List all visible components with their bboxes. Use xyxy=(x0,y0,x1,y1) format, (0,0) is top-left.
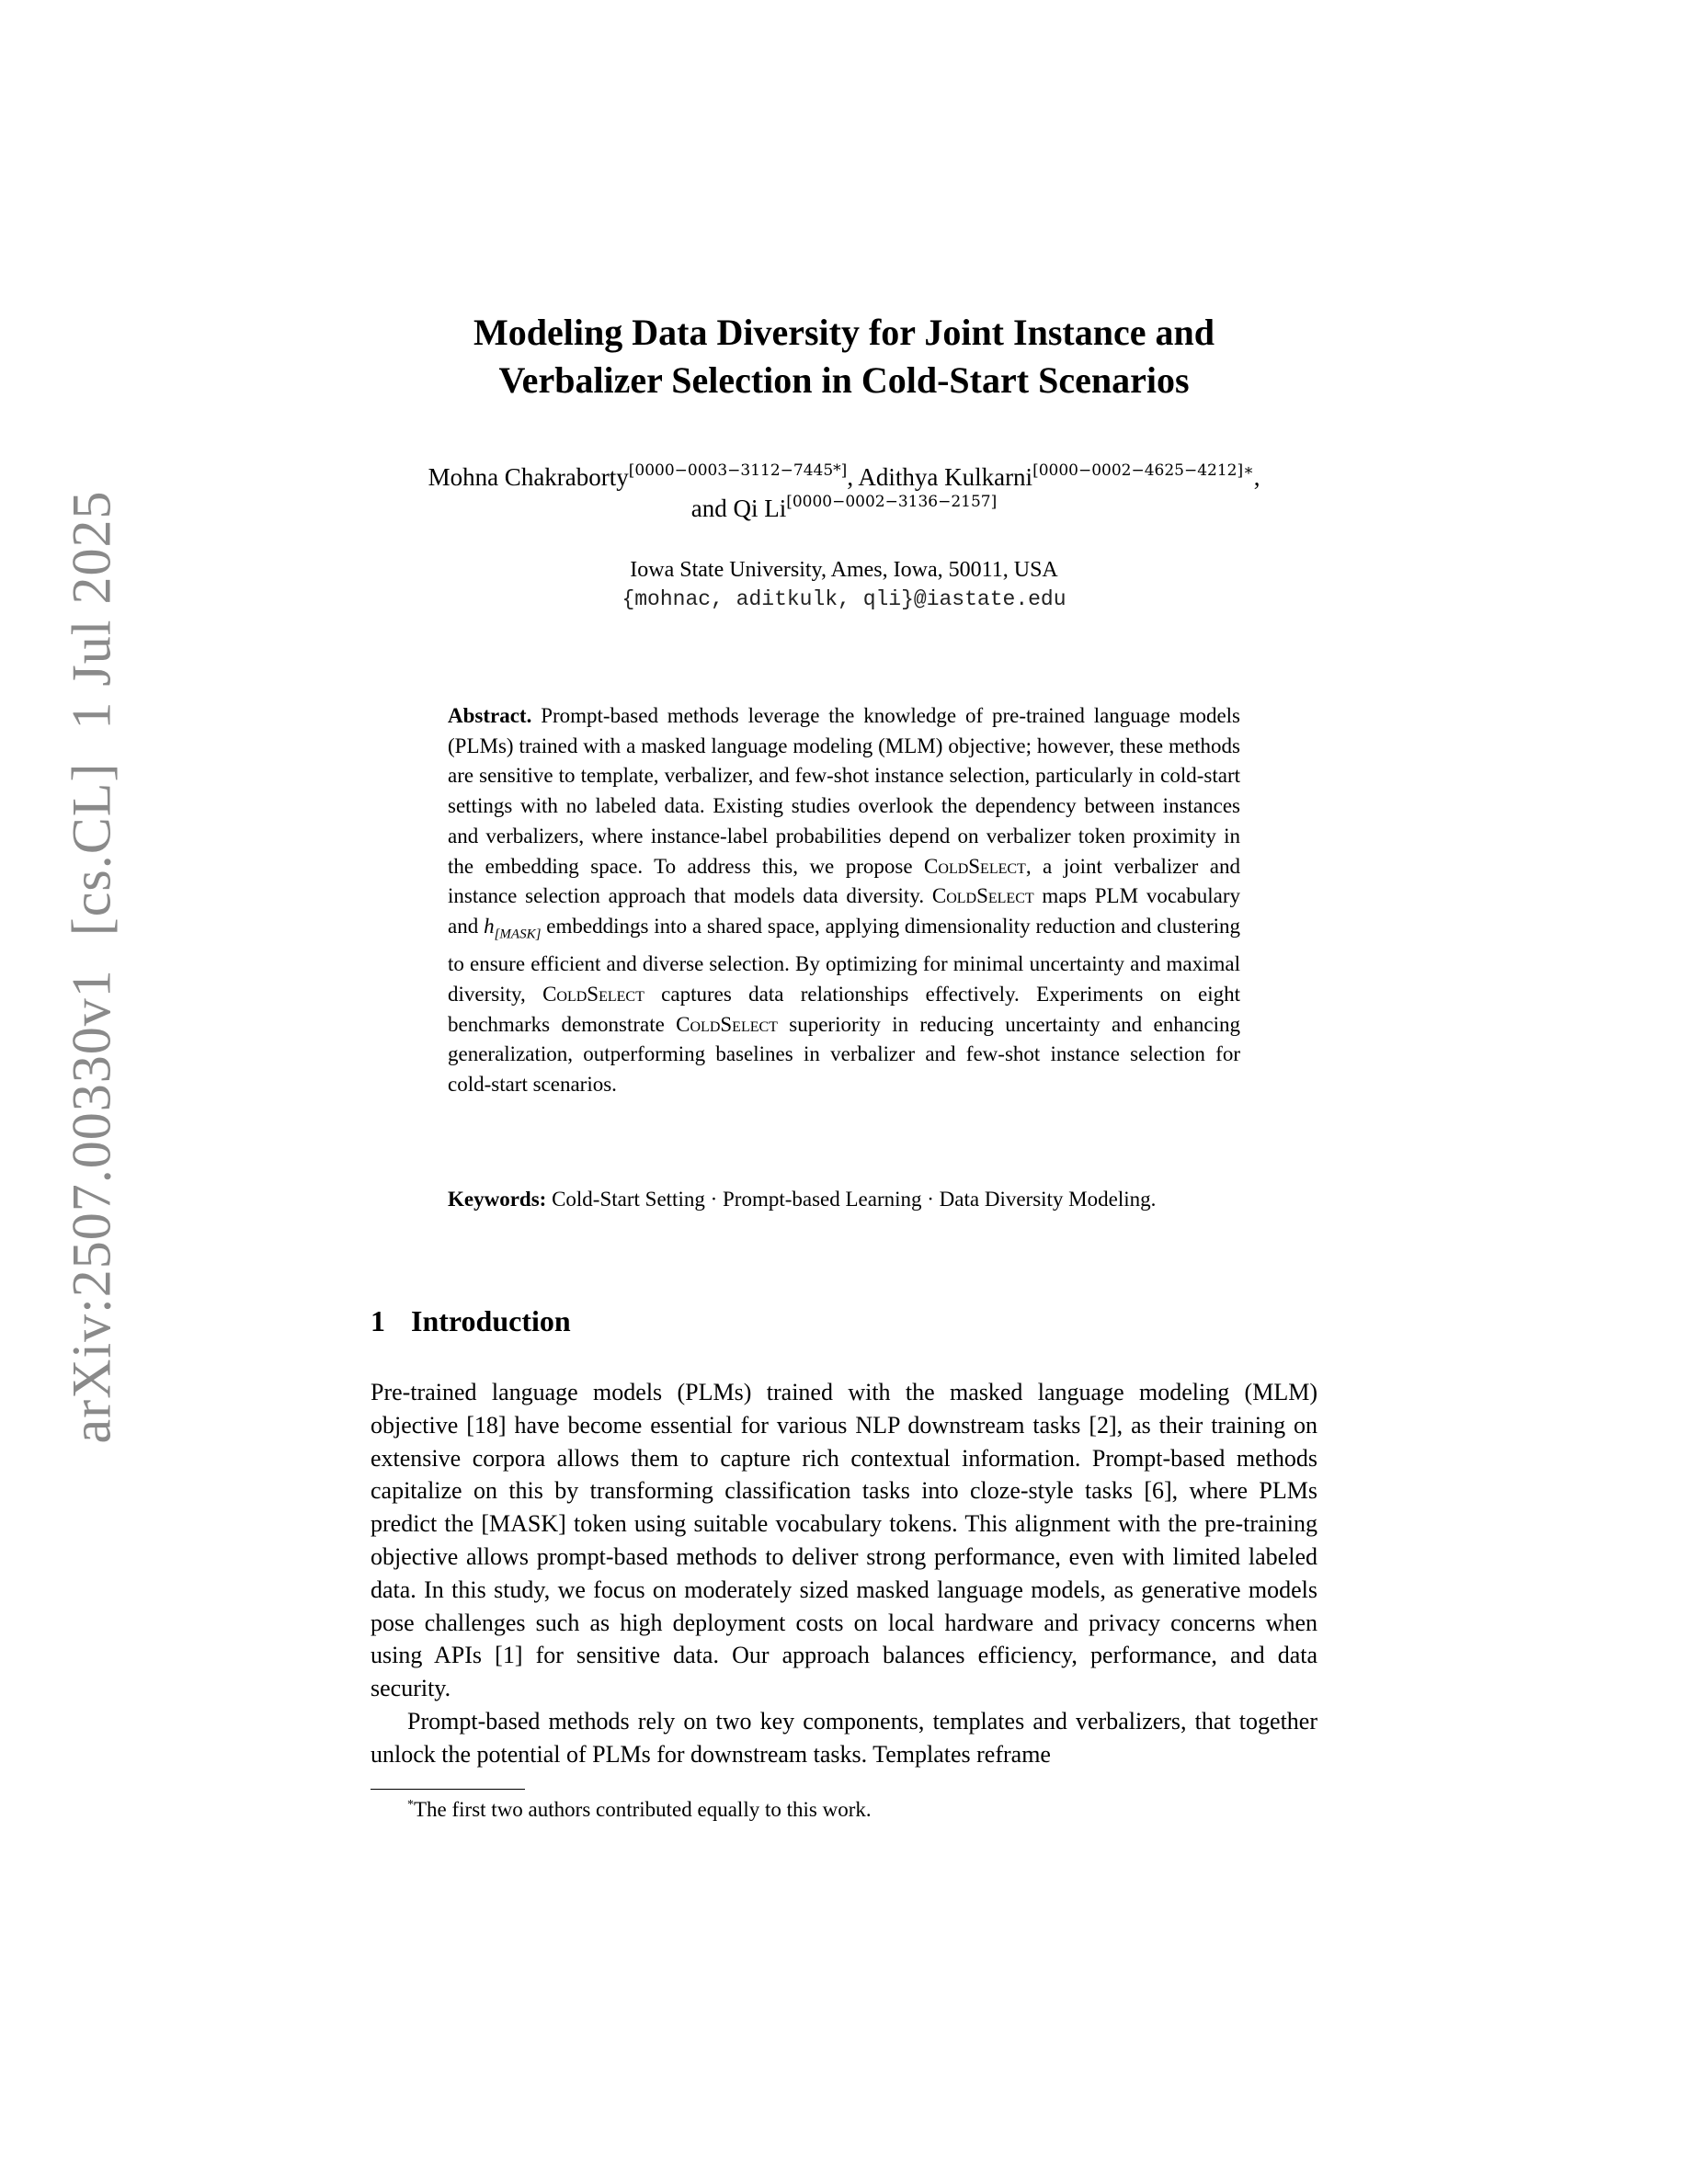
paragraph: Pre-trained language models (PLMs) trained with the masked language modeling (MLM) objective [18] have become essential for various NLP downstream tasks [2], as their training on extensive corpora allows them to capture rich contextual information. Prompt-based methods capitalize on this by transforming classification tasks into cloze-style tasks [6], where PLMs predict the [MASK] token using suitable vocabulary tokens. This alignment with the pre-training objective allows prompt-based methods to deliver strong performance, even with limited labeled data. In this study, we focus on moderately sized masked language models, as generative models pose challenges such as high deployment costs on local hardware and privacy concerns when using APIs [1] for sensitive data. Our approach balances efficiency, performance, and data security. xyxy=(371,1379,1317,1702)
abstract-label: Abstract. xyxy=(448,704,532,727)
author-3-orcid: [0000−0002−3136−2157] xyxy=(786,493,998,511)
footnote-mark: * xyxy=(407,1798,414,1812)
title-line-1: Modeling Data Diversity for Joint Instance and xyxy=(473,312,1215,353)
introduction-body xyxy=(371,1376,1317,1771)
section-title: Introduction xyxy=(411,1304,571,1337)
keywords-label: Keywords: xyxy=(448,1188,547,1211)
keywords-text: Cold-Start Setting · Prompt-based Learning · Data Diversity Modeling. xyxy=(552,1188,1157,1211)
footnote-text: The first two authors contributed equally to this work. xyxy=(414,1798,872,1821)
arxiv-category: [cs.CL] xyxy=(61,762,122,937)
abstract-text-1: Prompt-based methods leverage the knowledge of pre-trained language models (PLMs) trained with a masked language modeling (MLM) objective; however, these methods are sensitive to template, verbalizer, and few-shot instance selection, particularly in cold-start settings with no labeled data. Existing studies overlook the dependency between instances and verbalizers, where instance-label probabilities depend on verbalizer token proximity in the embedding space. To address this, we propose xyxy=(448,704,1241,878)
method-name: ColdSelect xyxy=(924,854,1026,878)
institution: Iowa State University, Ames, Iowa, 50011, USA xyxy=(630,558,1058,582)
abstract-text-4: embeddings into a shared space, applying dimensionality reduction and clustering to ensure efficient and diverse selection. By optimizing for minimal uncertainty and maximal diversity, xyxy=(448,914,1240,1006)
arxiv-side-stamp xyxy=(61,482,124,1453)
abstract-text-6: superiority in reducing uncertainty and enhancing generalization, outperforming baselines in verbalizer and few-shot instance selection for cold-start scenarios. xyxy=(448,1012,1240,1097)
author-3-name: and Qi Li xyxy=(690,495,787,522)
section-heading xyxy=(371,1302,571,1339)
affiliation xyxy=(368,555,1320,614)
author-1-orcid: [0000−0003−3112−7445*] xyxy=(628,461,848,480)
math-h-mask: $h_{[MASK]}$ xyxy=(484,914,542,942)
arxiv-date: 1 Jul 2025 xyxy=(61,490,122,730)
paragraph: Prompt-based methods rely on two key components, templates and verbalizers, that together unlock the potential of PLMs for downstream tasks. Templates reframe xyxy=(371,1707,1317,1768)
footnote-divider xyxy=(371,1789,525,1790)
author-emails: {mohnac, aditkulk, qli}@iastate.edu xyxy=(622,587,1066,611)
method-name: ColdSelect xyxy=(931,884,1034,908)
abstract-text-2: , a joint verbalizer and instance selection approach that models data diversity. xyxy=(448,854,1240,908)
footnote xyxy=(407,1796,872,1824)
author-2-mark: ∗ xyxy=(1243,461,1254,480)
author-2-name: Adithya Kulkarni xyxy=(858,463,1033,491)
method-name: ColdSelect xyxy=(676,1012,778,1036)
section-number: 1 xyxy=(371,1304,385,1337)
arxiv-id: arXiv:2507.00330v1 xyxy=(61,969,122,1444)
abstract xyxy=(448,701,1240,1100)
author-2-orcid: [0000−0002−4625−4212] xyxy=(1032,461,1244,480)
abstract-text-3: maps PLM vocabulary and xyxy=(448,884,1241,938)
title-line-2: Verbalizer Selection in Cold-Start Scenarios xyxy=(498,359,1190,401)
paper-title xyxy=(331,309,1357,404)
keywords xyxy=(448,1185,1240,1214)
abstract-text-5: captures data relationships effectively. Experiments on eight benchmarks demonstrate xyxy=(448,982,1240,1036)
method-name: ColdSelect xyxy=(542,982,644,1006)
author-1-name: Mohna Chakraborty xyxy=(428,463,629,491)
author-list: Mohna Chakraborty[0000−0003−3112−7445*], Adithya Kulkarni$^{[0000-0002-4625-4212]∗}$, and Qi Li[0000−0002−3136−2157] xyxy=(428,461,1260,522)
